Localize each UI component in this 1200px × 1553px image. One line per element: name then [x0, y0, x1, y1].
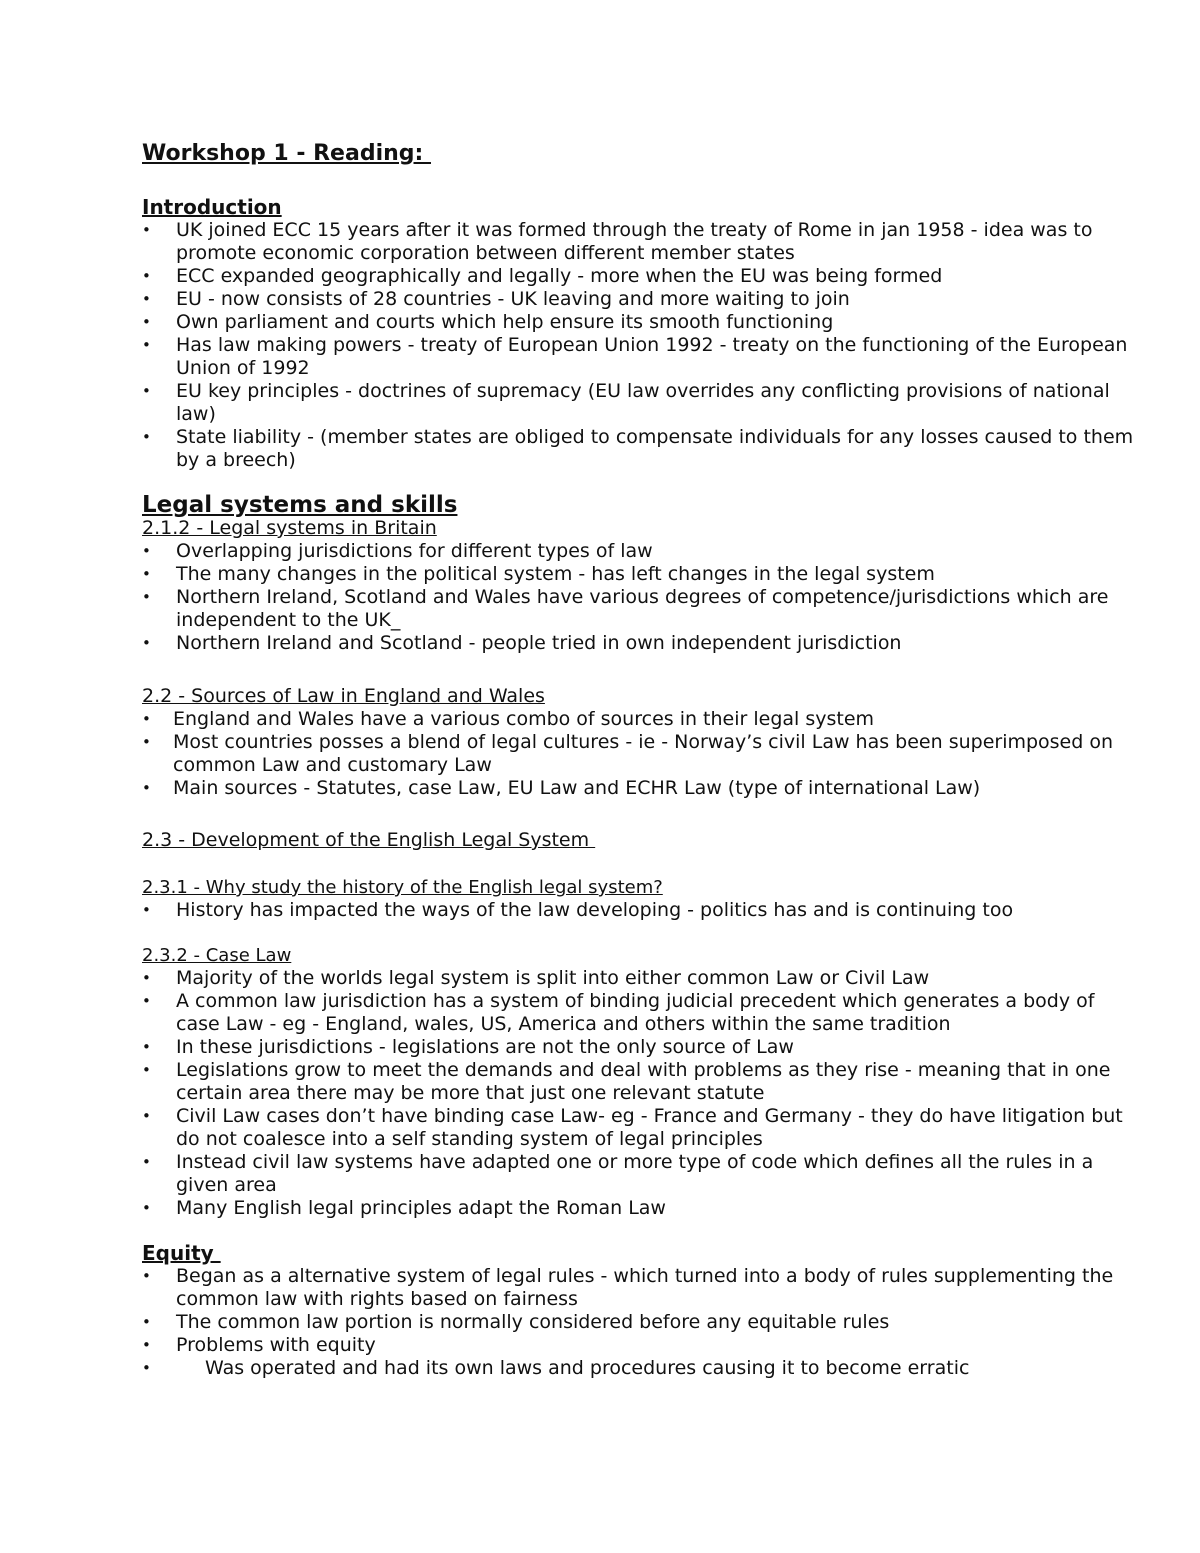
list-item: • Began as a alternative system of legal rules - which turned into a body of rules supplementing the common law with rights based on fairness — [142, 1265, 1142, 1311]
intro-section — [142, 196, 1142, 472]
document-title: Workshop 1 - Reading: — [142, 141, 431, 166]
section-23 — [142, 829, 1142, 852]
equity-heading: Equity — [142, 1241, 221, 1265]
list-item: • The many changes in the political system - has left changes in the legal system — [142, 563, 1142, 586]
list-item: • Majority of the worlds legal system is split into either common Law or Civil Law — [142, 967, 1142, 990]
list-item: • State liability - (member states are obliged to compensate individuals for any losses caused to them by a breech) — [142, 426, 1142, 472]
section-231 — [142, 876, 1142, 922]
list-item: • Overlapping jurisdictions for different types of law — [142, 540, 1142, 563]
list-item: • Own parliament and courts which help ensure its smooth functioning — [142, 311, 1142, 334]
intro-list — [142, 219, 1142, 472]
list-item: • The common law portion is normally considered before any equitable rules — [142, 1311, 1142, 1334]
section-232-list — [142, 967, 1142, 1220]
list-item: • EU key principles - doctrines of supremacy (EU law overrides any conflicting provisions of national law) — [142, 380, 1142, 426]
legal-heading: Legal systems and skills — [142, 492, 458, 518]
legal-section — [142, 494, 1142, 655]
section-22-heading: 2.2 - Sources of Law in England and Wales — [142, 685, 545, 707]
list-item: • Instead civil law systems have adapted one or more type of code which defines all the rules in a given area — [142, 1151, 1142, 1197]
section-212-list — [142, 540, 1142, 655]
section-232-heading: 2.3.2 - Case Law — [142, 945, 292, 966]
section-23-heading: 2.3 - Development of the English Legal System — [142, 829, 596, 851]
list-item: • Northern Ireland, Scotland and Wales have various degrees of competence/jurisdictions which are independent to the UK_ — [142, 586, 1142, 632]
list-item: • Has law making powers - treaty of European Union 1992 - treaty on the functioning of the European Union of 1992 — [142, 334, 1142, 380]
equity-section — [142, 1242, 1142, 1380]
list-item: • History has impacted the ways of the law developing - politics has and is continuing too — [142, 899, 1142, 922]
intro-heading: Introduction — [142, 195, 282, 219]
list-item: • UK joined ECC 15 years after it was formed through the treaty of Rome in jan 1958 - idea was to promote economic corporation between different member states — [142, 219, 1142, 265]
list-item: • In these jurisdictions - legislations are not the only source of Law — [142, 1036, 1142, 1059]
section-231-heading: 2.3.1 - Why study the history of the English legal system? — [142, 877, 663, 898]
section-231-list — [142, 899, 1142, 922]
list-item: • Northern Ireland and Scotland - people tried in own independent jurisdiction — [142, 632, 1142, 655]
list-item: • Problems with equity — [142, 1334, 1142, 1357]
list-item: • England and Wales have a various combo of sources in their legal system — [142, 708, 1142, 731]
list-item: • ECC expanded geographically and legally - more when the EU was being formed — [142, 265, 1142, 288]
equity-list — [142, 1265, 1142, 1380]
section-232 — [142, 944, 1142, 1220]
list-item: • Legislations grow to meet the demands and deal with problems as they rise - meaning that in one certain area there may be more that just one relevant statute — [142, 1059, 1142, 1105]
list-item: • Most countries posses a blend of legal cultures - ie - Norway’s civil Law has been superimposed on common Law and customary Law — [142, 731, 1142, 777]
list-item: • EU - now consists of 28 countries - UK leaving and more waiting to join — [142, 288, 1142, 311]
list-item: • Was operated and had its own laws and procedures causing it to become erratic — [142, 1357, 1142, 1380]
list-item: • Main sources - Statutes, case Law, EU Law and ECHR Law (type of international Law) — [142, 777, 1142, 800]
section-22 — [142, 685, 1142, 800]
list-item: • A common law jurisdiction has a system of binding judicial precedent which generates a body of case Law - eg - England, wales, US, America and others within the same tradition — [142, 990, 1142, 1036]
section-22-list — [142, 708, 1142, 800]
list-item: • Many English legal principles adapt the Roman Law — [142, 1197, 1142, 1220]
list-item: • Civil Law cases don’t have binding case Law- eg - France and Germany - they do have litigation but do not coalesce into a self standing system of legal principles — [142, 1105, 1142, 1151]
section-212-heading: 2.1.2 - Legal systems in Britain — [142, 517, 437, 539]
